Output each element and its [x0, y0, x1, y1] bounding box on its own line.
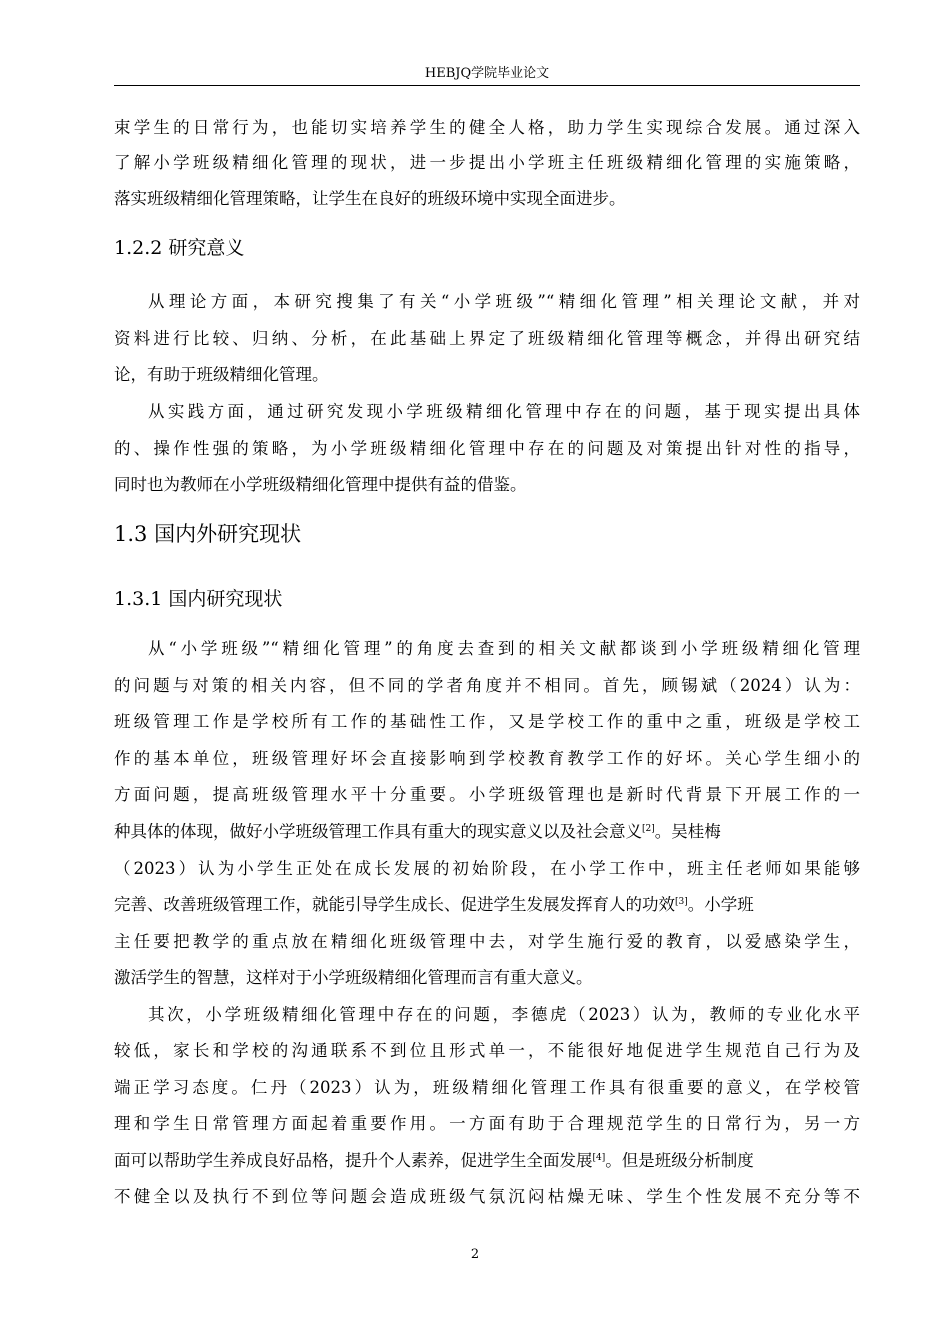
section-heading-1-2-2: 1.2.2 研究意义 — [114, 237, 245, 259]
body-line: 方面问题，提高班级管理水平十分重要。小学班级管理也是新时代背景下开展工作的一 — [114, 785, 860, 804]
running-header: HEBJQ学院毕业论文 — [424, 66, 550, 81]
body-line: 班级管理工作是学校所有工作的基础性工作，又是学校工作的重中之重，班级是学校工 — [114, 712, 860, 731]
body-line: 其次，小学班级精细化管理中存在的问题，李德虎（2023）认为，教师的专业化水平 — [148, 1005, 860, 1024]
citation-ref: [4] — [592, 1153, 606, 1163]
body-line: 从理论方面，本研究搜集了有关“小学班级”“精细化管理”相关理论文献，并对 — [148, 292, 860, 311]
body-line: 的、操作性强的策略，为小学班级精细化管理中存在的问题及对策提出针对性的指导， — [114, 439, 860, 458]
citation-ref: [3] — [675, 897, 688, 907]
body-line: （2023）认为小学生正处在成长发展的初始阶段，在小学工作中，班主任老师如果能够 — [114, 859, 860, 878]
body-line — [114, 1148, 860, 1174]
body-text: 。吴桂梅 — [654, 822, 721, 841]
body-line: 从“小学班级”“精细化管理”的角度去查到的相关文献都谈到小学班级精细化管理 — [148, 639, 860, 658]
body-line: 不健全以及执行不到位等问题会造成班级气氛沉闷枯燥无味、学生个性发展不充分等不 — [114, 1187, 860, 1206]
body-line: 了解小学班级精细化管理的现状，进一步提出小学班主任班级精细化管理的实施策略， — [114, 153, 860, 172]
body-text: 面可以帮助学生养成良好品格，提升个人素养，促进学生全面发展 — [114, 1151, 593, 1170]
body-line: 较低，家长和学校的沟通联系不到位且形式单一，不能很好地促进学生规范自己行为及 — [114, 1041, 860, 1060]
body-text: 种具体的体现，做好小学班级管理工作具有重大的现实意义以及社会意义 — [114, 822, 642, 841]
body-line — [114, 819, 860, 845]
body-line: 同时也为教师在小学班级精细化管理中提供有益的借鉴。 — [114, 475, 527, 494]
body-text: 。小学班 — [687, 895, 754, 914]
section-heading-1-3: 1.3 国内外研究现状 — [114, 522, 302, 546]
body-line: 的问题与对策的相关内容，但不同的学者角度并不相同。首先，顾锡斌（2024）认为： — [114, 676, 860, 695]
body-text: 完善、改善班级管理工作，就能引导学生成长、促进学生发展发挥育人的功效 — [114, 895, 675, 914]
body-line: 激活学生的智慧，这样对于小学班级精细化管理而言有重大意义。 — [114, 968, 593, 987]
body-line — [114, 892, 860, 918]
section-heading-1-3-1: 1.3.1 国内研究现状 — [114, 588, 283, 610]
body-line: 从实践方面，通过研究发现小学班级精细化管理中存在的问题，基于现实提出具体 — [148, 402, 860, 421]
body-line: 作的基本单位，班级管理好坏会直接影响到学校教育教学工作的好坏。关心学生细小的 — [114, 749, 860, 768]
body-line: 束学生的日常行为，也能切实培养学生的健全人格，助力学生实现综合发展。通过深入 — [114, 118, 860, 137]
page-number: 2 — [470, 1247, 480, 1262]
body-line: 端正学习态度。仁丹（2023）认为，班级精细化管理工作具有很重要的意义，在学校管 — [114, 1078, 860, 1097]
citation-ref: [2] — [642, 824, 655, 834]
body-line: 主任要把教学的重点放在精细化班级管理中去，对学生施行爱的教育，以爱感染学生， — [114, 932, 860, 951]
body-line: 资料进行比较、归纳、分析，在此基础上界定了班级精细化管理等概念，并得出研究结 — [114, 329, 860, 348]
body-line: 落实班级精细化管理策略，让学生在良好的班级环境中实现全面进步。 — [114, 189, 626, 208]
body-line: 理和学生日常管理方面起着重要作用。一方面有助于合理规范学生的日常行为，另一方 — [114, 1114, 860, 1133]
body-line: 论，有助于班级精细化管理。 — [114, 365, 329, 384]
body-text: 。但是班级分析制度 — [605, 1151, 754, 1170]
header-rule — [114, 85, 860, 86]
